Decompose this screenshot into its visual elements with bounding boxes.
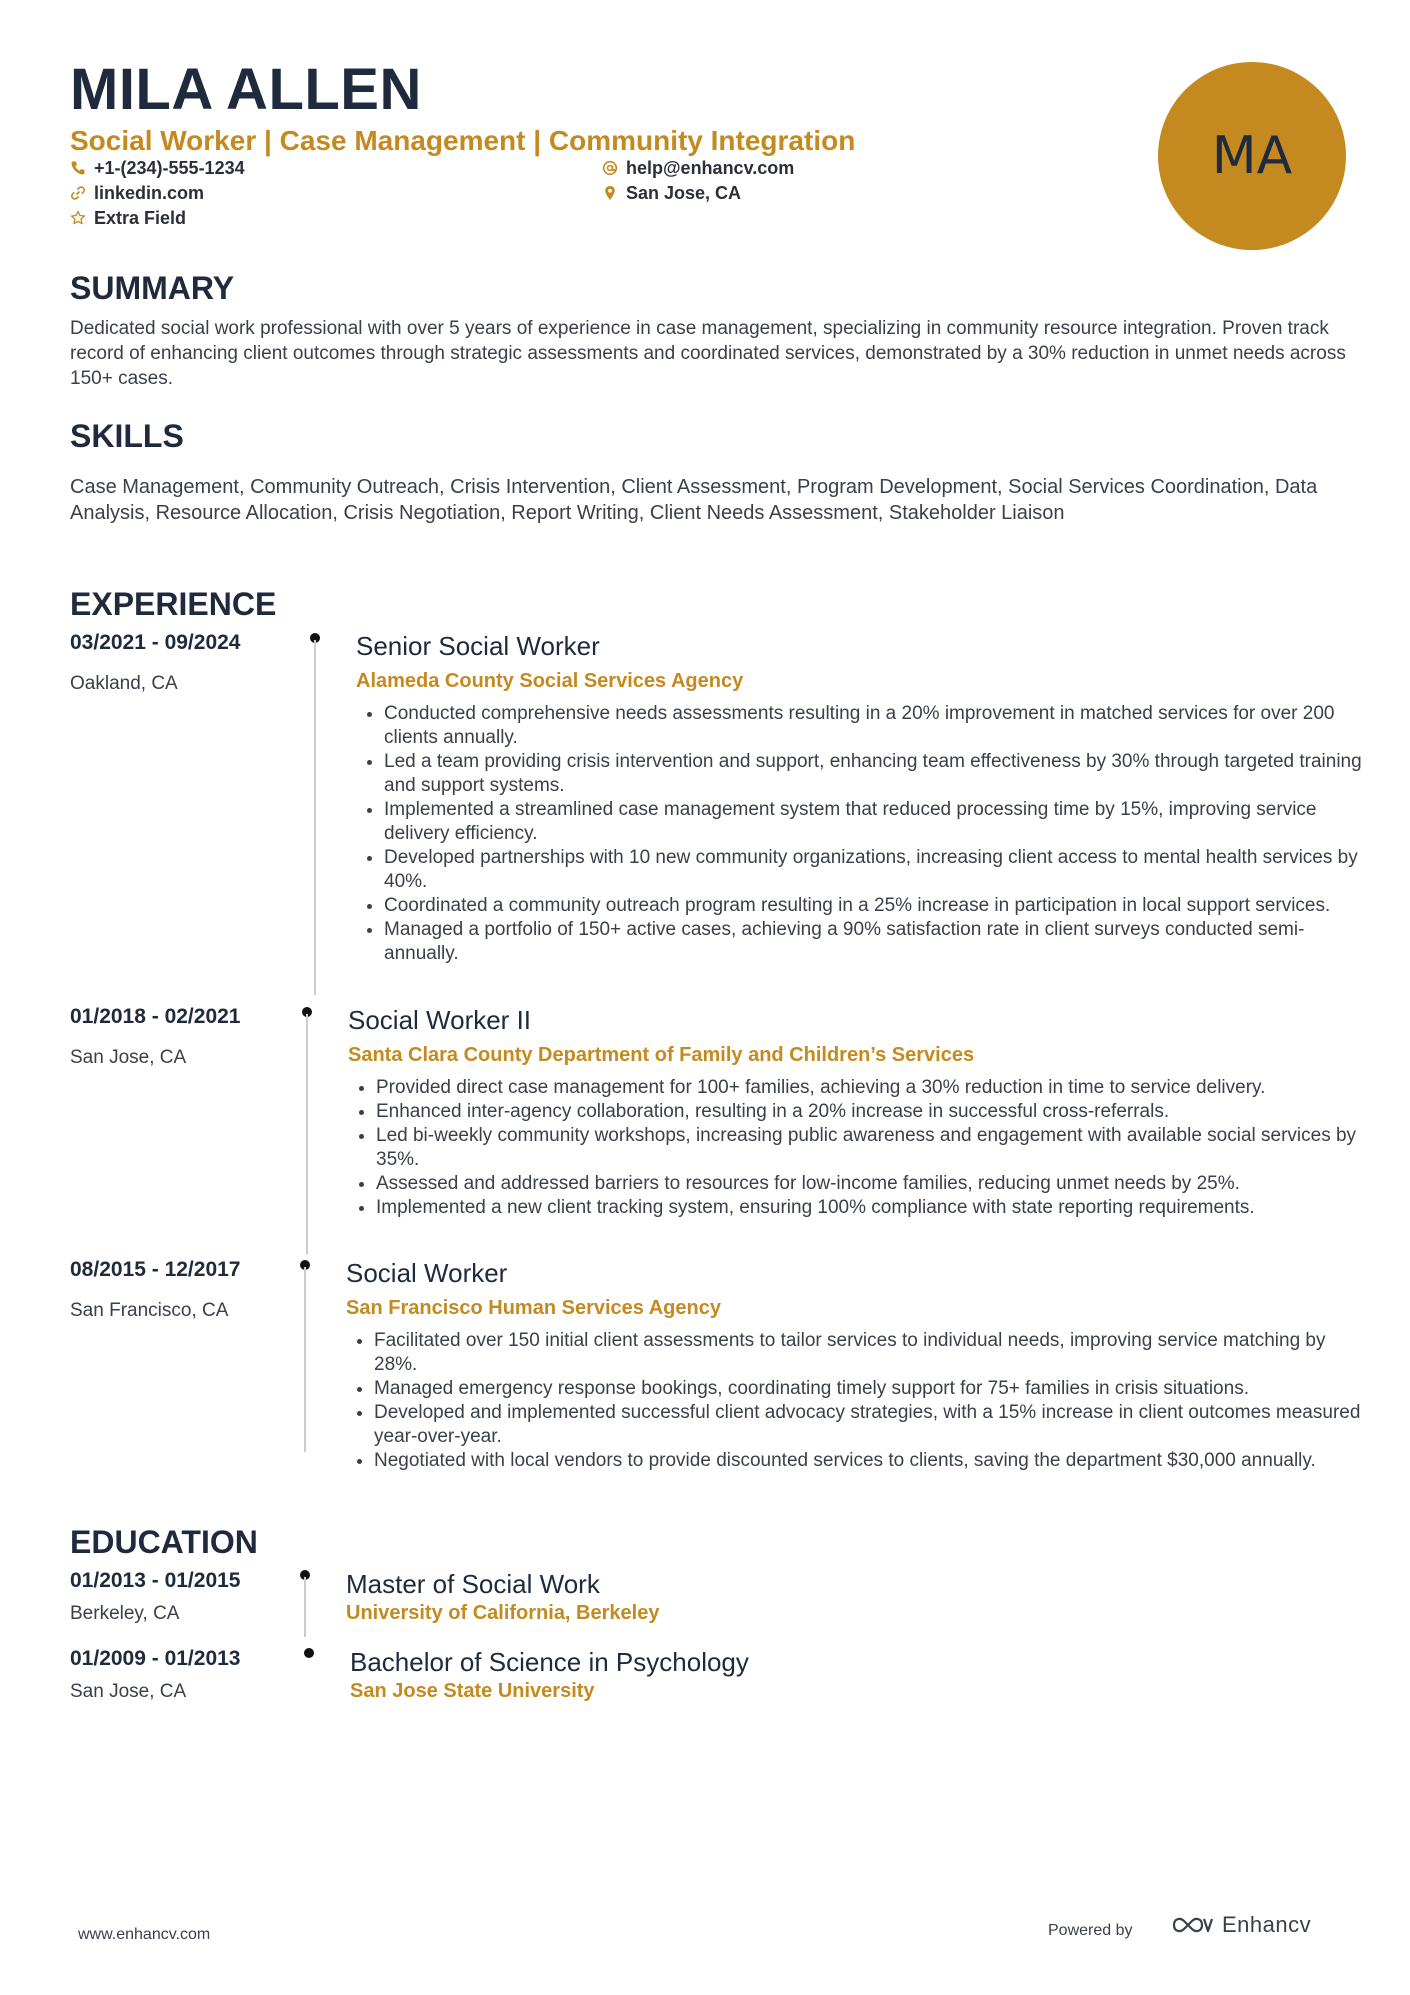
map-pin-icon: [602, 185, 618, 201]
enhancv-logo-icon: [1170, 1913, 1214, 1937]
contact-location: [602, 181, 741, 205]
summary-text: Dedicated social work professional with over 5 years of experience in case management, specializing in community resource integration. Proven track record of enhancing client outcomes through strategic assessments and coordinated services, demonstrated by a 30% reduction in unmet needs across 150+ cases.: [70, 318, 1346, 389]
experience-role: Social Worker II: [348, 1005, 532, 1035]
timeline-line: [306, 1014, 308, 1254]
extra-field-text: Extra Field: [94, 208, 187, 228]
education-location: San Jose, CA: [70, 1681, 187, 1702]
contact-linkedin: [70, 181, 204, 205]
experience-role: Social Worker: [346, 1258, 508, 1288]
education-degree: Bachelor of Science in Psychology: [350, 1647, 749, 1677]
experience-company: Alameda County Social Services Agency: [356, 670, 744, 692]
avatar: [1158, 62, 1346, 250]
footer-brand-name: Enhancv: [1222, 1912, 1312, 1937]
experience-location: San Jose, CA: [70, 1047, 187, 1068]
list-item: • Conducted comprehensive needs assessments resulting in a 20% improvement in matched services for over 200 clients annually.: [384, 702, 1374, 750]
experience-bullets: [356, 702, 1374, 966]
footer-brand-logo[interactable]: [1170, 1912, 1311, 1938]
contact-extra: [70, 206, 186, 230]
list-item: • Implemented a streamlined case management system that reduced processing time by 15%, improving service delivery efficiency.: [384, 798, 1374, 846]
candidate-headline: Social Worker | Case Management | Community Integration: [70, 125, 856, 156]
experience-title: EXPERIENCE: [70, 586, 277, 622]
education-dates: 01/2009 - 01/2013: [70, 1647, 241, 1670]
skills-text: Case Management, Community Outreach, Crisis Intervention, Client Assessment, Program Development, Social Services Coordination, Data Analysis, Resource Allocation, Crisis Negotiation, Report Writing, Client Needs Assessment, Stakeholder Liaison: [70, 476, 1318, 524]
avatar-initials: MA: [1211, 126, 1293, 186]
candidate-name: MILA ALLEN: [70, 57, 422, 122]
footer-website[interactable]: www.enhancv.com: [78, 1926, 211, 1943]
list-item: • Led bi-weekly community workshops, increasing public awareness and engagement with available social services by 35%.: [376, 1124, 1376, 1172]
education-location: Berkeley, CA: [70, 1603, 180, 1624]
education-title: EDUCATION: [70, 1524, 258, 1560]
list-item: • Managed a portfolio of 150+ active cases, achieving a 90% satisfaction rate in client surveys conducted semi-annually.: [384, 918, 1374, 966]
timeline-line: [304, 1577, 306, 1637]
list-item: • Managed emergency response bookings, coordinating timely support for 75+ families in crisis situations.: [374, 1377, 1374, 1401]
experience-bullets: [348, 1076, 1376, 1220]
contact-phone: [70, 156, 245, 180]
experience-role: Senior Social Worker: [356, 631, 600, 661]
summary-title: SUMMARY: [70, 270, 235, 306]
list-item: • Led a team providing crisis intervention and support, enhancing team effectiveness by 30% through targeted training and support systems.: [384, 750, 1374, 798]
experience-company: San Francisco Human Services Agency: [346, 1297, 721, 1319]
list-item: • Implemented a new client tracking system, ensuring 100% compliance with state reporting requirements.: [376, 1196, 1376, 1220]
list-item: • Assessed and addressed barriers to resources for low-income families, reducing unmet needs by 25%.: [376, 1172, 1376, 1196]
list-item: • Enhanced inter-agency collaboration, resulting in a 20% increase in successful cross-referrals.: [376, 1100, 1376, 1124]
experience-dates: 08/2015 - 12/2017: [70, 1258, 241, 1281]
education-school: San Jose State University: [350, 1680, 595, 1702]
link-icon: [70, 185, 86, 201]
list-item: • Facilitated over 150 initial client assessments to tailor services to individual needs, improving service matching by 28%.: [374, 1329, 1374, 1377]
timeline-dot: [304, 1648, 314, 1658]
experience-bullets: [346, 1329, 1374, 1473]
star-icon: [70, 210, 86, 226]
skills-title: SKILLS: [70, 418, 184, 454]
education-school: University of California, Berkeley: [346, 1602, 660, 1624]
at-icon: [602, 160, 618, 176]
timeline-line: [314, 640, 316, 995]
phone-icon: [70, 160, 86, 176]
phone-text: +1-(234)-555-1234: [94, 158, 245, 178]
experience-location: Oakland, CA: [70, 673, 178, 694]
list-item: • Provided direct case management for 100+ families, achieving a 30% reduction in time to service delivery.: [376, 1076, 1376, 1100]
email-text: help@enhancv.com: [626, 158, 795, 178]
footer-powered-by: Powered by: [1048, 1922, 1133, 1939]
linkedin-text: linkedin.com: [94, 183, 205, 203]
location-text: San Jose, CA: [626, 183, 742, 203]
list-item: • Developed and implemented successful client advocacy strategies, with a 15% increase in client outcomes measured year-over-year.: [374, 1401, 1374, 1449]
list-item: • Developed partnerships with 10 new community organizations, increasing client access to mental health services by 40%.: [384, 846, 1374, 894]
list-item: • Negotiated with local vendors to provide discounted services to clients, saving the department $30,000 annually.: [374, 1449, 1374, 1473]
list-item: • Coordinated a community outreach program resulting in a 25% increase in participation in local support services.: [384, 894, 1374, 918]
education-dates: 01/2013 - 01/2015: [70, 1569, 241, 1592]
experience-location: San Francisco, CA: [70, 1300, 229, 1321]
experience-dates: 01/2018 - 02/2021: [70, 1005, 241, 1028]
timeline-line: [304, 1267, 306, 1452]
experience-company: Santa Clara County Department of Family and Children’s Services: [348, 1044, 975, 1066]
experience-dates: 03/2021 - 09/2024: [70, 631, 241, 654]
education-degree: Master of Social Work: [346, 1569, 600, 1599]
contact-email: [602, 156, 794, 180]
